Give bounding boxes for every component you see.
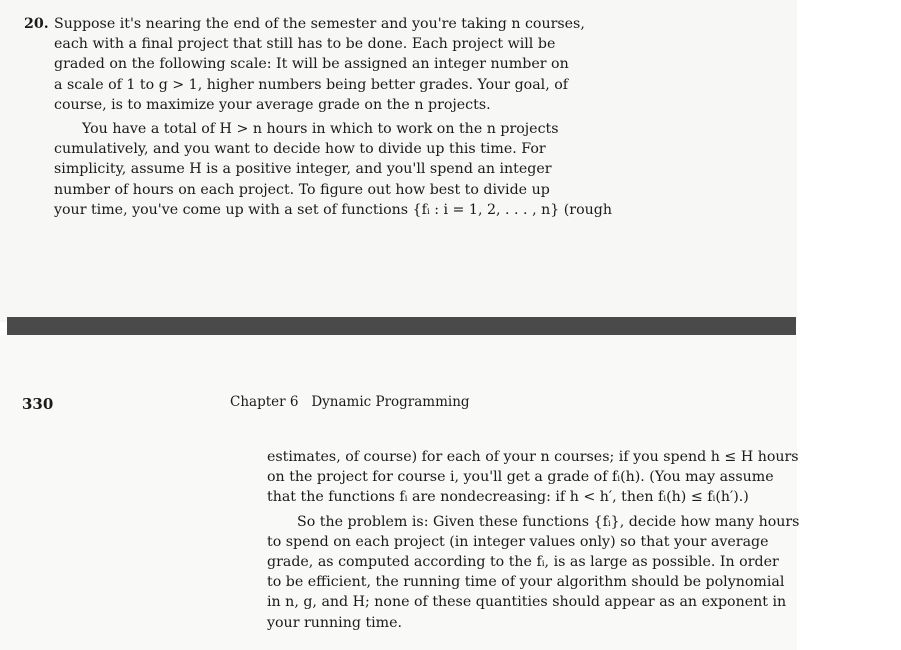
text-line: simplicity, assume H is a positive integer, and you'll spend an integer — [54, 161, 552, 178]
text-line — [24, 14, 584, 34]
continuation-paragraph-2 — [267, 512, 800, 633]
text-line: cumulatively, and you want to decide how to divide up this time. For — [54, 141, 546, 158]
text-line: course, is to maximize your average grade on the n projects. — [54, 96, 491, 113]
continuation-text — [267, 447, 800, 633]
text-line: your time, you've come up with a set of functions {fᵢ : i = 1, 2, . . . , n} (rough — [54, 201, 612, 218]
text-line: each with a final project that still has to be done. Each project will be — [54, 36, 556, 53]
text-line: graded on the following scale: It will be assigned an integer number on — [54, 56, 569, 73]
running-head: Chapter 6 Dynamic Programming — [230, 394, 470, 410]
text-line: You have a total of H > n hours in which to work on the n projects — [82, 121, 559, 138]
text-line: in n, g, and H; none of these quantities should appear as an exponent in — [267, 594, 787, 611]
line-text: Suppose it's nearing the end of the semester and you're taking n courses, — [54, 16, 585, 32]
text-line: number of hours on each project. To figure out how best to divide up — [54, 181, 550, 198]
text-line: grade, as computed according to the fᵢ, is as large as possible. In order — [267, 554, 779, 571]
continuation-paragraph-1 — [267, 447, 799, 508]
text-line: that the functions fᵢ are nondecreasing: if h < h′, then fᵢ(h) ≤ fᵢ(h′).) — [267, 489, 749, 506]
problem-paragraph-1 — [24, 14, 584, 115]
problem-20-text — [24, 14, 612, 220]
text-line: So the problem is: Given these functions {fᵢ}, decide how many hours — [297, 513, 800, 530]
text-line: on the project for course i, you'll get a grade of fᵢ(h). (You may assume — [267, 469, 774, 486]
page-divider-bar — [7, 317, 796, 335]
page-number: 330 — [22, 395, 54, 413]
text-line: to spend on each project (in integer values only) so that your average — [267, 533, 769, 550]
problem-paragraph-2 — [24, 119, 612, 220]
problem-number: 20. — [24, 16, 49, 32]
text-line: your running time. — [267, 614, 403, 631]
text-line: estimates, of course) for each of your n courses; if you spend h ≤ H hours — [267, 449, 799, 465]
text-line: a scale of 1 to g > 1, higher numbers being better grades. Your goal, of — [54, 76, 569, 93]
text-line: to be efficient, the running time of your algorithm should be polynomial — [267, 574, 785, 591]
